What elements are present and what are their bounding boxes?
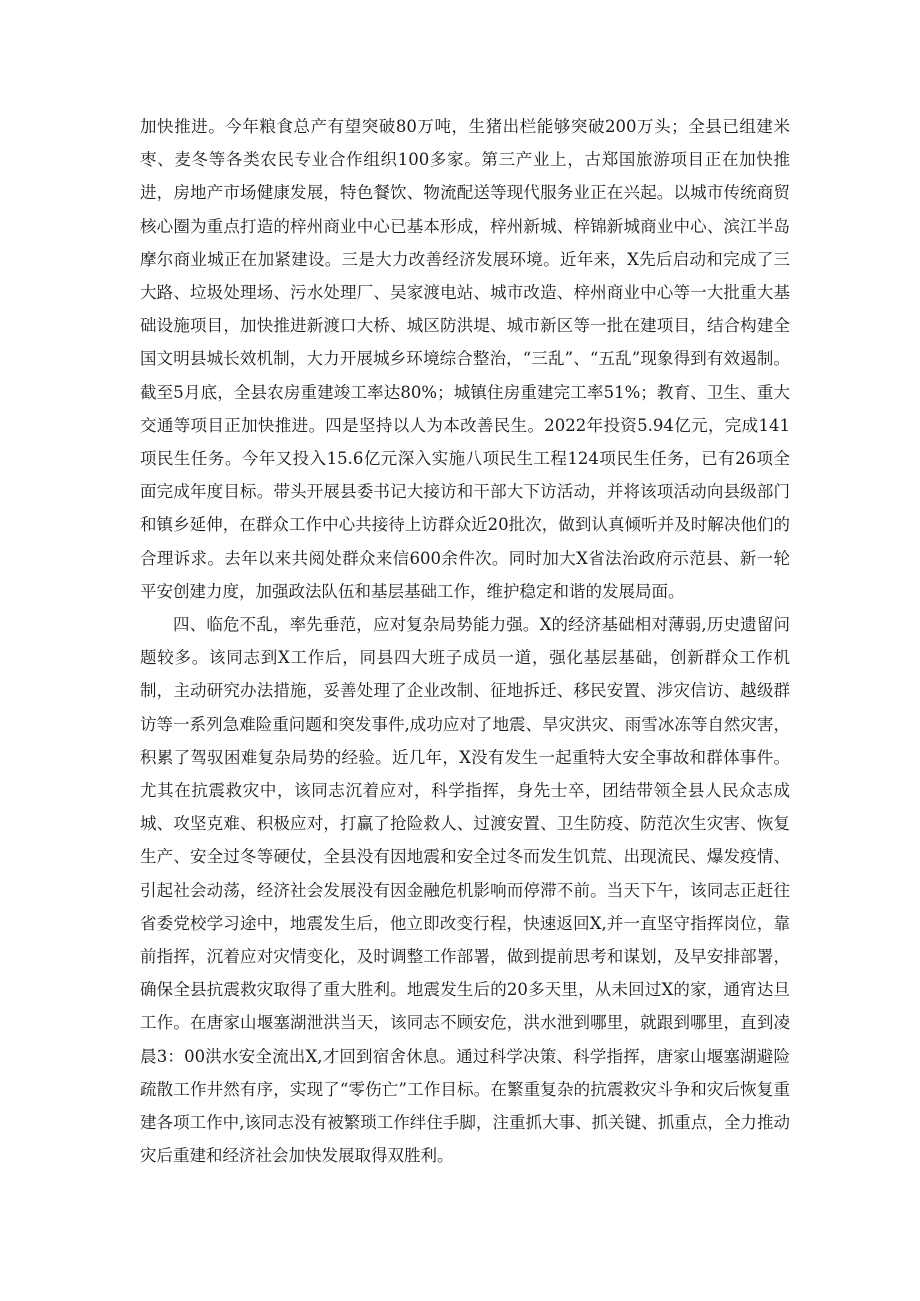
body-paragraph-2: 四、临危不乱，率先垂范，应对复杂局势能力强。X的经济基础相对薄弱,历史遗留问题较多。该同志到X工作后，同县四大班子成员一道，强化基层基础，创新群众工作机制，主动研究办法措施，妥善处理了企业改制、征地拆迁、移民安置、涉灾信访、越级群访等一系列急难险重问题和突发事件,成功应对了地震、旱灾洪灾、雨雪冰冻等自然灾害，积累了驾驭困难复杂局势的经验。近几年，X没有发生一起重特大安全事故和群体事件。尤其在抗震救灾中，该同志沉着应对，科学指挥，身先士卒，团结带领全县人民众志成城、攻坚克难、积极应对，打赢了抢险救人、过渡安置、卫生防疫、防范次生灾害、恢复生产、安全过冬等硬仗，全县没有因地震和安全过冬而发生饥荒、出现流民、爆发疫情、引起社会动荡，经济社会发展没有因金融危机影响而停滞不前。当天下午，该同志正赶往省委党校学习途中，地震发生后，他立即改变行程，快速返回X,并一直坚守指挥岗位，靠前指挥，沉着应对灾情变化，及时调整工作部署，做到提前思考和谋划，及早安排部署，确保全县抗震救灾取得了重大胜利。地震发生后的20多天里，从未回过X的家，通宵达旦工作。在唐家山堰塞湖泄洪当天，该同志不顾安危，洪水泄到哪里，就跟到哪里，直到凌晨3：00洪水安全流出X,才回到宿舍休息。通过科学决策、科学指挥，唐家山堰塞湖避险疏散工作井然有序，实现了“零伤亡”工作目标。在繁重复杂的抗震救灾斗争和灾后恢复重建各项工作中,该同志没有被繁琐工作绊住手脚，注重抓大事、抓关键、抓重点，全力推动灾后重建和经济社会加快发展取得双胜利。 (140, 615, 790, 1166)
document-body (140, 110, 790, 1173)
body-paragraph-1: 加快推进。今年粮食总产有望突破80万吨，生猪出栏能够突破200万头；全县已组建米枣、麦冬等各类农民专业合作组织100多家。第三产业上，古郑国旅游项目正在加快推进，房地产市场健康发展，特色餐饮、物流配送等现代服务业正在兴起。以城市传统商贸核心圈为重点打造的梓州商业中心已基本形成，梓州新城、梓锦新城商业中心、滨江半岛摩尔商业城正在加紧建设。三是大力改善经济发展环境。近年来，X先后启动和完成了三大路、垃圾处理场、污水处理厂、吴家渡电站、城市改造、梓州商业中心等一大批重大基础设施项目，加快推进新渡口大桥、城区防洪堤、城市新区等一批在建项目，结合构建全国文明县城长效机制，大力开展城乡环境综合整治，“三乱”、“五乱”现象得到有效遏制。截至5月底，全县农房重建竣工率达80%；城镇住房重建完工率51%；教育、卫生、重大交通等项目正加快推进。四是坚持以人为本改善民生。2022年投资5.94亿元，完成141项民生任务。今年又投入15.6亿元深入实施八项民生工程124项民生任务，已有26项全面完成年度目标。带头开展县委书记大接访和干部大下访活动，并将该项活动向县级部门和镇乡延伸，在群众工作中心共接待上访群众近20批次，做到认真倾听并及时解决他们的合理诉求。去年以来共阅处群众来信600余件次。同时加大X省法治政府示范县、新一轮平安创建力度，加强政法队伍和基层基础工作，维护稳定和谐的发展局面。 (140, 117, 790, 601)
